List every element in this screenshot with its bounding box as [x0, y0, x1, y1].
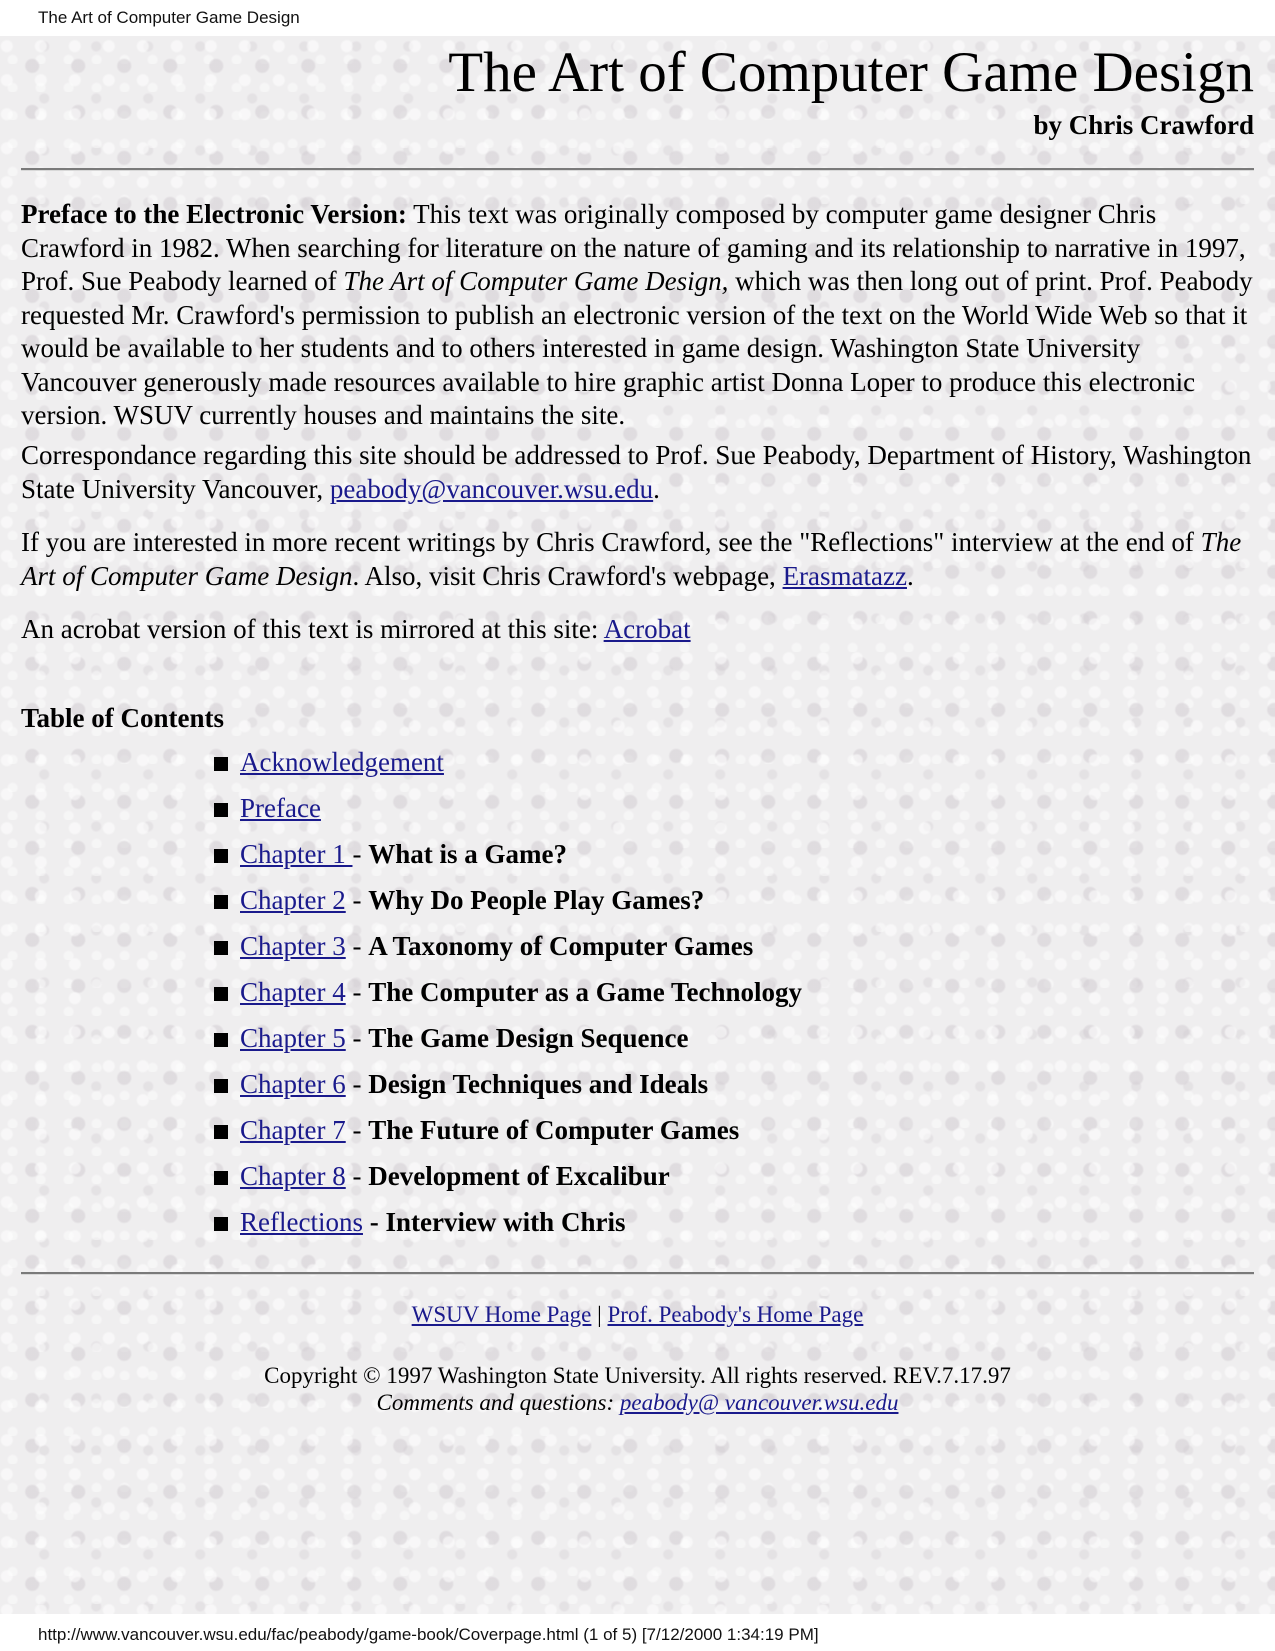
preface-paragraph	[21, 198, 1261, 433]
preface-book-title: The Art of Computer Game Design,	[343, 266, 729, 296]
acrobat-text: An acrobat version of this text is mirrored at this site:	[21, 614, 604, 644]
square-bullet-icon	[214, 941, 228, 955]
toc-separator: -	[345, 1069, 369, 1099]
footer-link-divider: |	[591, 1302, 608, 1327]
toc-item	[214, 1110, 802, 1156]
wsuv-home-link[interactable]: WSUV Home Page	[411, 1302, 592, 1327]
square-bullet-icon	[214, 987, 228, 1001]
toc-item	[214, 1202, 802, 1248]
footer-links	[0, 1302, 1275, 1328]
correspondence-text: Correspondance regarding this site should be addressed to Prof. Sue Peabody, Department of History, Washington State University Vancouver,	[21, 440, 1252, 504]
toc-link-chapter-7[interactable]: Chapter 7	[240, 1115, 346, 1145]
toc-link-reflections[interactable]: Reflections	[240, 1207, 363, 1237]
square-bullet-icon	[214, 757, 228, 771]
toc-chapter-title: Design Techniques and Ideals	[368, 1069, 709, 1099]
toc-chapter-title: The Future of Computer Games	[368, 1115, 740, 1145]
erasmatazz-link[interactable]: Erasmatazz	[782, 560, 907, 591]
square-bullet-icon	[214, 1033, 228, 1047]
toc-heading: Table of Contents	[21, 703, 225, 733]
toc-item	[214, 742, 802, 788]
toc-chapter-title: Why Do People Play Games?	[368, 885, 705, 915]
interest-book-title: The Art of Computer Game Design	[21, 527, 1242, 591]
toc-item	[214, 1064, 802, 1110]
toc-separator: -	[345, 931, 369, 961]
toc-link-chapter-8[interactable]: Chapter 8	[240, 1161, 346, 1191]
page-title: The Art of Computer Game Design	[448, 41, 1254, 104]
toc-link-chapter-4[interactable]: Chapter 4	[240, 977, 346, 1007]
toc-item	[214, 880, 802, 926]
preface-text-1: This text was originally composed by computer game designer Chris Crawford in 1982. When searching for literature on the nature of gaming and its relationship to narrative in 1997, Prof. Sue Peabody learned of	[21, 199, 1246, 296]
toc-chapter-title: The Game Design Sequence	[368, 1023, 689, 1053]
toc-separator: -	[345, 1115, 369, 1145]
square-bullet-icon	[214, 1079, 228, 1093]
peabody-email-link[interactable]: peabody@vancouver.wsu.edu	[329, 473, 654, 504]
print-footer	[0, 1614, 1275, 1651]
toc-separator: -	[345, 885, 369, 915]
toc-item	[214, 926, 802, 972]
toc-chapter-title: What is a Game?	[368, 839, 567, 869]
table-of-contents	[214, 742, 802, 1248]
toc-chapter-title: Interview with Chris	[385, 1207, 626, 1237]
toc-item	[214, 788, 802, 834]
copyright-text: Copyright © 1997 Washington State University. All rights reserved. REV.7.17.97	[264, 1363, 1011, 1388]
author-byline: by Chris Crawford	[1033, 110, 1254, 140]
toc-item	[214, 834, 802, 880]
square-bullet-icon	[214, 895, 228, 909]
toc-chapter-title: Development of Excalibur	[368, 1161, 670, 1191]
square-bullet-icon	[214, 1217, 228, 1231]
correspondence-end: .	[653, 473, 660, 504]
bottom-divider	[21, 1272, 1254, 1275]
toc-item	[214, 1018, 802, 1064]
toc-separator: -	[345, 977, 369, 1007]
interest-text-2: . Also, visit Chris Crawford's webpage,	[352, 560, 783, 591]
toc-item	[214, 1156, 802, 1202]
square-bullet-icon	[214, 1125, 228, 1139]
toc-link-chapter-2[interactable]: Chapter 2	[240, 885, 346, 915]
copyright-block	[0, 1362, 1275, 1416]
correspondence-paragraph	[21, 439, 1261, 506]
toc-link-chapter-1[interactable]: Chapter 1	[240, 839, 353, 869]
print-footer-url: http://www.vancouver.wsu.edu/fac/peabody/game-book/Coverpage.html (1 of 5) [7/12/2000 1:34:19 PM]	[38, 1625, 819, 1644]
interest-paragraph	[21, 526, 1261, 593]
toc-separator: -	[345, 1161, 369, 1191]
square-bullet-icon	[214, 1171, 228, 1185]
preface-label: Preface to the Electronic Version:	[21, 199, 407, 229]
square-bullet-icon	[214, 849, 228, 863]
preface-text-2: which was then long out of print. Prof. Peabody requested Mr. Crawford's permission to publish an electronic version of the text on the World Wide Web so that it would be available to her students and to others interested in game design. Washington State University Vancouver generously made resources available to hire graphic artist Donna Loper to produce this electronic version. WSUV currently houses and maintains the site.	[21, 266, 1253, 430]
toc-item	[214, 972, 802, 1018]
peabody-home-link[interactable]: Prof. Peabody's Home Page	[607, 1302, 864, 1327]
toc-chapter-title: The Computer as a Game Technology	[368, 977, 803, 1007]
toc-link-chapter-5[interactable]: Chapter 5	[240, 1023, 346, 1053]
comments-label: Comments and questions:	[376, 1390, 620, 1415]
toc-separator: -	[352, 839, 369, 869]
toc-link-preface[interactable]: Preface	[240, 793, 321, 823]
toc-separator: -	[362, 1207, 386, 1237]
print-header	[0, 0, 1275, 36]
comments-line	[377, 1390, 899, 1415]
toc-link-chapter-6[interactable]: Chapter 6	[240, 1069, 346, 1099]
print-header-title: The Art of Computer Game Design	[38, 8, 300, 27]
acrobat-link[interactable]: Acrobat	[603, 614, 691, 644]
toc-link-acknowledgement[interactable]: Acknowledgement	[240, 747, 444, 777]
square-bullet-icon	[214, 803, 228, 817]
comments-email-link[interactable]: peabody@ vancouver.wsu.edu	[619, 1390, 899, 1415]
toc-chapter-title: A Taxonomy of Computer Games	[368, 931, 754, 961]
interest-end: .	[906, 560, 914, 591]
acrobat-paragraph	[21, 613, 1261, 647]
toc-separator: -	[345, 1023, 369, 1053]
toc-link-chapter-3[interactable]: Chapter 3	[240, 931, 346, 961]
interest-text-1: If you are interested in more recent writings by Chris Crawford, see the "Reflections" interview at the end of	[21, 527, 1201, 557]
top-divider	[21, 168, 1254, 171]
